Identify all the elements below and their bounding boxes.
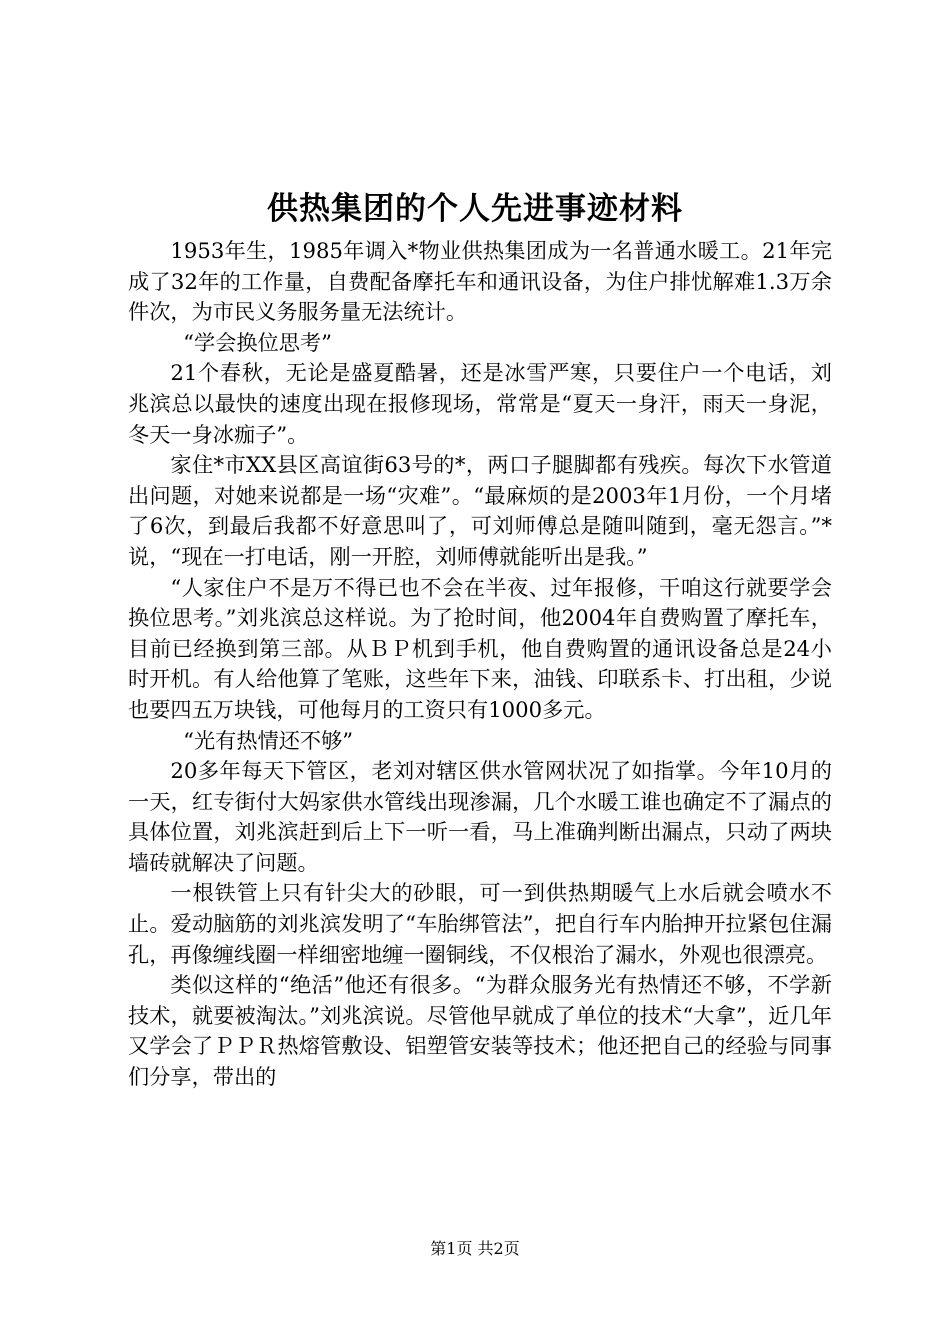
section-heading-empathy: “学会换位思考” xyxy=(183,329,332,355)
document-body xyxy=(128,236,832,1093)
page-title: 供热集团的个人先进事迹材料 xyxy=(267,191,683,227)
page-number-footer: 第1页 共2页 xyxy=(430,1239,520,1258)
section-heading-enthusiasm: “光有热情还不够” xyxy=(183,727,354,753)
paragraph: 类似这样的“绝活”他还有很多。“为群众服务光有热情还不够，不学新技术，就要被淘汰。”刘兆滨说。尽管他早就成了单位的技术“大拿”，近几年又学会了ＰＰＲ热熔管敷设、铝塑管安装等技术；他还把自己的经验与同事们分享，带出的 xyxy=(128,972,832,1090)
paragraph-intro: 1953年生，1985年调入*物业供热集团成为一名普通水暖工。21年完成了32年的工作量，自费配备摩托车和通讯设备，为住户排忧解难1.3万余件次，为市民义务服务量无法统计。 xyxy=(128,238,832,325)
paragraph: “人家住户不是万不得已也不会在半夜、过年报修，干咱这行就要学会换位思考。”刘兆滨总这样说。为了抢时间，他2004年自费购置了摩托车，目前已经换到第三部。从ＢＰ机到手机，他自费购置的通讯设备总是24小时开机。有人给他算了笔账，这些年下来，油钱、印联系卡、打出租，少说也要四五万块钱，可他每月的工资只有1000多元。 xyxy=(128,574,832,722)
paragraph: 20多年每天下管区，老刘对辖区供水管网状况了如指掌。今年10月的一天，红专街付大妈家供水管线出现渗漏，几个水暖工谁也确定不了漏点的具体位置，刘兆滨赶到后上下一听一看，马上准确判断出漏点，只动了两块墙砖就解决了问题。 xyxy=(128,758,832,875)
paragraph: 一根铁管上只有针尖大的砂眼，可一到供热期暖气上水后就会喷水不止。爱动脑筋的刘兆滨发明了“车胎绑管法”，把自行车内胎抻开拉紧包住漏孔，再像缠线圈一样细密地缠一圈铜线，不仅根治了漏水，外观也很漂亮。 xyxy=(128,880,832,967)
paragraph: 家住*市XX县区高谊街63号的*，两口子腿脚都有残疾。每次下水管道出问题，对她来说都是一场“灾难”。“最麻烦的是2003年1月份，一个月堵了6次，到最后我都不好意思叫了，可刘师傅总是随叫随到，毫无怨言。”*说，“现在一打电话，刚一开腔，刘师傅就能听出是我。” xyxy=(128,452,832,569)
paragraph: 21个春秋，无论是盛夏酷暑，还是冰雪严寒，只要住户一个电话，刘兆滨总以最快的速度出现在报修现场，常常是“夏天一身汗，雨天一身泥，冬天一身冰痂子”。 xyxy=(128,360,832,447)
